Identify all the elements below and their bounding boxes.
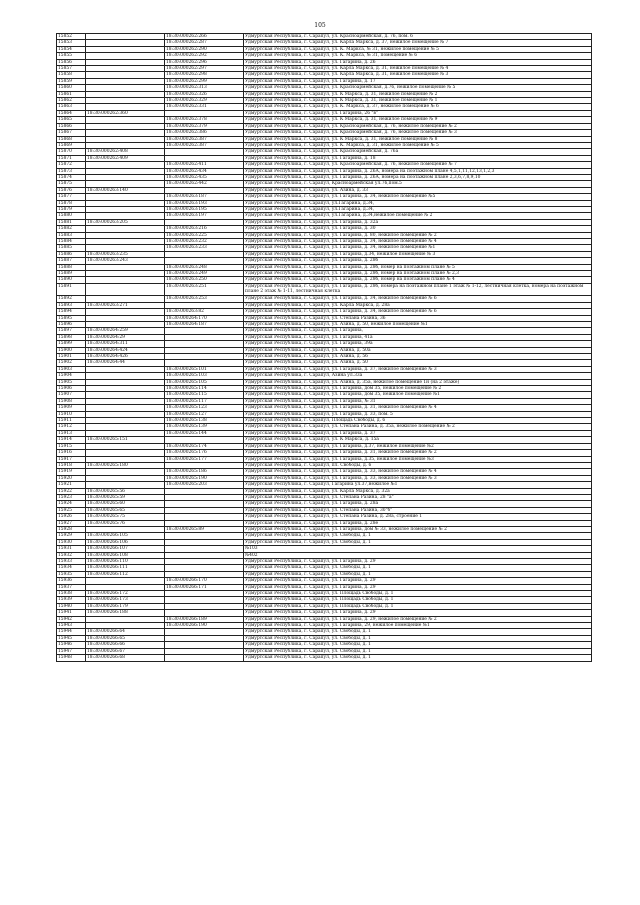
row-number-cell: 15871 xyxy=(57,155,86,161)
address-cell: Удмуртская Республика, г. Сарапул, ул. К. Маркса, д. 31, нежилое помещение № 5 xyxy=(244,142,592,148)
row-number-cell: 15943 xyxy=(57,623,86,629)
row-number-cell: 15907 xyxy=(57,392,86,398)
address-cell: Удмуртская Республика, г. Сарапул, ул. Гагарина, д. 33, нежилое помещение № 4 xyxy=(244,469,592,475)
address-cell: Удмуртская Республика, г. Сарапул, ул. Степана Разина, 28 "а" xyxy=(244,494,592,500)
address-cell: Удмуртская Республика, г. Сарапул, ул. Гагарина, д. 28б, номер на поэтажном плане № 5 xyxy=(244,264,592,270)
building-cadastral-number-cell: 18:30:000264:426 xyxy=(86,354,165,360)
premises-cadastral-number-cell: 18:30:000265:203 xyxy=(165,482,244,488)
premises-cadastral-number-cell: 18:30:000265:117 xyxy=(165,398,244,404)
row-number-cell: 15859 xyxy=(57,78,86,84)
row-number-cell: 15927 xyxy=(57,520,86,526)
premises-cadastral-number-cell: 18:30:000265:89 xyxy=(165,526,244,532)
address-cell: Удмуртская Республика, г. Сарапул, ул. Гагарина, д. 28б, номер на поэтажном плане № 4 xyxy=(244,277,592,283)
premises-cadastral-number-cell: 18:30:000262:296 xyxy=(165,59,244,65)
address-cell: Удмуртская Республика, г. Сарапул, ул. Гагарина, д. 28б, номера на поэтажном плане 1 этаж № 1-12, лестничная клетка, номера на поэтажном плане 2 этаж № 1-11, лестничная клетка xyxy=(244,283,592,296)
row-number-cell: 15887 xyxy=(57,258,86,264)
row-number-cell: 15891 xyxy=(57,283,86,296)
row-number-cell: 15892 xyxy=(57,296,86,302)
address-cell: Удмуртская Республика, г. Сарапул, ул. Гагарина, № 31 xyxy=(244,398,592,404)
address-cell: Удмуртская Республика, г. Сарапул, ул. К Маркса, д. 31, нежилое помещение № 8 xyxy=(244,136,592,142)
table-row xyxy=(57,655,592,661)
address-cell: Удмуртская Республика, г. Сарапул, ул. Свободы, д. 1 xyxy=(244,533,592,539)
building-cadastral-number-cell: 18:30:000265:59 xyxy=(86,494,165,500)
building-cadastral-number-cell: 18:30:000266:67 xyxy=(86,648,165,654)
building-cadastral-number-cell: 18:30:000266:112 xyxy=(86,571,165,577)
row-number-cell: 15945 xyxy=(57,635,86,641)
row-number-cell: 15865 xyxy=(57,117,86,123)
address-cell: Удмуртская Республика, г. Сарапул, ул. Гагарина, д. 31, нежилое помещение № 2 xyxy=(244,450,592,456)
address-cell: Удмуртская Республика, г. Сарапул, Гагарина ул.37,нежилое №1 xyxy=(244,482,592,488)
premises-cadastral-number-cell: 18:30:000263:248 xyxy=(165,264,244,270)
address-cell: Удмуртская Республика, г. Сарапул, ул. Площадь Свободы, д. 1 xyxy=(244,603,592,609)
address-cell: Удмуртская Республика, г. Сарапул, ул. Гагарина, д. 26 xyxy=(244,59,592,65)
row-number-cell: 15893 xyxy=(57,302,86,308)
row-number-cell: 15919 xyxy=(57,469,86,475)
building-cadastral-number-cell: 18:30:000266:65 xyxy=(86,635,165,641)
row-number-cell: 15933 xyxy=(57,559,86,565)
building-cadastral-number-cell: 18:30:000265:75 xyxy=(86,514,165,520)
premises-cadastral-number-cell: 18:30:000262:379 xyxy=(165,123,244,129)
address-cell: Удмуртская Республика, г. Сарапул, ул. Красноармейская, д.76, нежилое помещение № 5 xyxy=(244,85,592,91)
premises-cadastral-number-cell: 18:30:000265:139 xyxy=(165,424,244,430)
row-number-cell: 15914 xyxy=(57,437,86,443)
premises-cadastral-number-cell: 18:30:000265:177 xyxy=(165,456,244,462)
premises-cadastral-number-cell: 18:30:000263:82 xyxy=(165,309,244,315)
row-number-cell: 15908 xyxy=(57,398,86,404)
address-cell: Удмуртская Республика, г. Сарапул, ул. Гагарина, д. 28б, номер на поэтажном плане № 2,3 xyxy=(244,271,592,277)
premises-cadastral-number-cell: 18:30:000263:253 xyxy=(165,296,244,302)
address-cell: Удмуртская Республика, г. Сарапул, ул. Свободы, д. 1 xyxy=(244,642,592,648)
address-cell: Удмуртская Республика, г. Сарапул, ул. К. Маркса, № 31, нежилое помещение № 5 xyxy=(244,46,592,52)
row-number-cell: 15942 xyxy=(57,616,86,622)
row-number-cell: 15855 xyxy=(57,53,86,59)
row-number-cell: 15880 xyxy=(57,213,86,219)
register-table-body xyxy=(57,34,592,662)
address-cell: Удмуртская Республика, г. Сарапул, ул. Свободы, д. 1 xyxy=(244,565,592,571)
premises-cadastral-number-cell: 18:30:000262:287 xyxy=(165,40,244,46)
premises-cadastral-number-cell: 18:30:000263:216 xyxy=(165,226,244,232)
address-cell: Удмуртская Республика, г. Сарапул, ул. Гагарина, д. 37, нежилое помещение № 3 xyxy=(244,366,592,372)
row-number-cell: 15884 xyxy=(57,239,86,245)
row-number-cell: 15905 xyxy=(57,379,86,385)
row-number-cell: 15921 xyxy=(57,482,86,488)
address-cell: Удмуртская Республика, г. Сарапул, ул. Красноармейская, д. 76, пом. 6 xyxy=(244,34,592,40)
address-cell: Удмуртская Республика, г. Сарапул, ул. Свободы, д. 1 xyxy=(244,648,592,654)
address-cell: Удмуртская Республика, г. Сарапул, ул. Гагарина, д. 29 xyxy=(244,559,592,565)
row-number-cell: 15934 xyxy=(57,565,86,571)
page-number: 105 xyxy=(314,22,326,29)
building-cadastral-number-cell: 18:30:000263:205 xyxy=(86,219,165,225)
premises-cadastral-number-cell: 18:30:000262:326 xyxy=(165,91,244,97)
address-cell: Удмуртская Республика, г. Сарапул, ул. Гагарина, дом 35, нежилое помещение №1 xyxy=(244,392,592,398)
row-number-cell: 15931 xyxy=(57,546,86,552)
building-cadastral-number-cell: 18:30:000266:64 xyxy=(86,629,165,635)
row-number-cell: 15936 xyxy=(57,578,86,584)
building-cadastral-number-cell: 18:30:000266:105 xyxy=(86,533,165,539)
row-number-cell: 15935 xyxy=(57,571,86,577)
premises-cadastral-number-cell: 18:30:000265:174 xyxy=(165,443,244,449)
address-cell: Удмуртская Республика, г. Сарапул, ул. Азина, д. 50 xyxy=(244,360,592,366)
premises-cadastral-number-cell: 18:30:000265:190 xyxy=(165,475,244,481)
building-cadastral-number-cell: 18:30:000263:243 xyxy=(86,258,165,264)
row-number-cell: 15917 xyxy=(57,456,86,462)
premises-cadastral-number-cell: 18:30:000263:250 xyxy=(165,277,244,283)
premises-cadastral-number-cell: 18:30:000262:378 xyxy=(165,117,244,123)
address-cell: Удмуртская Республика, г. Сарапул, ул. Гагарина, д.34, нежилое помещение № 3 xyxy=(244,251,592,257)
row-number-cell: 15902 xyxy=(57,360,86,366)
premises-cadastral-number-cell: 18:30:000262:297 xyxy=(165,66,244,72)
premises-cadastral-number-cell: 18:30:000262:299 xyxy=(165,78,244,84)
address-cell: Удмуртская Республика, г. Сарапул, ул. Гагарина, д. 29 xyxy=(244,610,592,616)
address-cell: Удмуртская Республика, г. Сарапул, ул. Азина, д. 50а xyxy=(244,347,592,353)
row-number-cell: 15873 xyxy=(57,168,86,174)
address-cell: Удмуртская Республика, г. Сарапул, ул. Гагарина, д. 31, нежилое помещение № 4 xyxy=(244,405,592,411)
premises-cadastral-number-cell: 18:30:000264:187 xyxy=(165,321,244,327)
row-number-cell: 15916 xyxy=(57,450,86,456)
building-cadastral-number-cell: 18:30:000262:360 xyxy=(86,110,165,116)
address-cell: Удмуртская Республика, г. Сарапул, ул. К Маркса, д. 31, нежилое помещение № 2 xyxy=(244,91,592,97)
building-cadastral-number-cell: 18:30:000264:311 xyxy=(86,341,165,347)
address-cell: Удмуртская Республика, г. Сарапул, ул. Гагарина, д. 34, нежилое помещение № 4 xyxy=(244,239,592,245)
row-number-cell: 15875 xyxy=(57,181,86,187)
row-number-cell: 15853 xyxy=(57,40,86,46)
address-cell: Удмуртская Республика, г. Сарапул, ул. Свободы, д. 1 xyxy=(244,539,592,545)
address-cell: Удмуртская Республика, г. Сарапул, ул. Карла Маркса, д. 32а xyxy=(244,488,592,494)
row-number-cell: 15869 xyxy=(57,142,86,148)
address-cell: Удмуртская Республика, г. Сарапул, ул. Гагарина, д. 33, нежилое помещение № 3 xyxy=(244,475,592,481)
address-cell: Удмуртская Республика, г. Сарапул, ул. К Маркса, д. 31, нежилое помещение № 9 xyxy=(244,117,592,123)
address-cell: Удмуртская Республика, г. Сарапул, ул. Гагарина, д. 33, пом. 5 xyxy=(244,411,592,417)
address-cell: №402 xyxy=(244,552,592,558)
row-number-cell: 15885 xyxy=(57,245,86,251)
address-cell: Удмуртская Республика, г. Сарапул, ул. Площадь Свободы, д. 1 xyxy=(244,591,592,597)
row-number-cell: 15900 xyxy=(57,347,86,353)
address-cell: Удмуртская Республика, г. Сарапул, ул. Красноармейская, д. 76, нежилое помещение № 3 xyxy=(244,130,592,136)
premises-cadastral-number-cell: 18:30:000265:115 xyxy=(165,392,244,398)
building-cadastral-number-cell: 18:30:000265:60 xyxy=(86,501,165,507)
premises-cadastral-number-cell: 18:30:000262:387 xyxy=(165,136,244,142)
row-number-cell: 15903 xyxy=(57,366,86,372)
address-cell: Удмуртская Республика, г. Сарапул, ул. Азина, д. 35а, нежилое помещение 1н (на 2 этаже) xyxy=(244,379,592,385)
address-cell: Удмуртская Республика, г. Сарапул, ул. К. Маркса, д. 37, нежилое помещение № 6 xyxy=(244,104,592,110)
address-cell: Удмуртская Республика, г. Сарапул, ул. Гагарина, д. 34, нежилое помещение № 6 xyxy=(244,309,592,315)
row-number-cell: 15896 xyxy=(57,321,86,327)
row-number-cell: 15899 xyxy=(57,341,86,347)
building-cadastral-number-cell: 18:30:000266:179 xyxy=(86,603,165,609)
building-cadastral-number-cell: 18:30:000266:107 xyxy=(86,546,165,552)
table-row xyxy=(57,283,592,296)
address-cell: Удмуртская Республика, г. Сарапул, ул. Красноармейская, д. 76, нежилое помещение № 2 xyxy=(244,123,592,129)
row-number-cell: 15858 xyxy=(57,72,86,78)
address-cell: Удмуртская Республика, г. Сарапул, ул. К Маркса, д. 15а xyxy=(244,437,592,443)
premises-cadastral-number-cell: 18:30:000262:292 xyxy=(165,53,244,59)
address-cell: Удмуртская Республика, г. Сарапул, ул. Гагарина, xyxy=(244,328,592,334)
row-number-cell: 15886 xyxy=(57,251,86,257)
address-cell: Удмуртская Республика, г. Сарапул, ул. Гагарина, 29, нежилое помещение №1 xyxy=(244,623,592,629)
row-number-cell: 15870 xyxy=(57,149,86,155)
premises-cadastral-number-cell: 18:30:000262:313 xyxy=(165,85,244,91)
row-number-cell: 15923 xyxy=(57,494,86,500)
address-cell: Удмуртская Республика, г. Сарапул, ул. Свободы, д. 1 xyxy=(244,655,592,661)
row-number-cell: 15922 xyxy=(57,488,86,494)
premises-cadastral-number-cell: 18:30:000266:170 xyxy=(165,578,244,584)
address-cell: Удмуртская Республика, г. Сарапул, ул. Гагарина, д. 34, нежилое помещение №5 xyxy=(244,194,592,200)
row-number-cell: 15876 xyxy=(57,187,86,193)
building-cadastral-number-cell: 18:30:000262:409 xyxy=(86,155,165,161)
premises-cadastral-number-cell: 18:30:000265:103 xyxy=(165,373,244,379)
address-cell: Удмуртская Республика, г. Сарапул, ул. Степана Разина, д. 28а, строение 1 xyxy=(244,514,592,520)
premises-cadastral-number-cell: 18:30:000265:101 xyxy=(165,366,244,372)
address-cell: Удмуртская Республика, г. Сарапул, ул. Карла Маркса, д. 28а xyxy=(244,302,592,308)
address-cell: Удмуртская Республика, г. Сарапул, ул. Гагарина, 41а xyxy=(244,334,592,340)
address-cell: Удмуртская Республика, г. Сарапул, ул. К. Маркса, № 31, помещение № 6 xyxy=(244,53,592,59)
row-number-cell: 15877 xyxy=(57,194,86,200)
row-number-cell: 15925 xyxy=(57,507,86,513)
row-number-cell: 15854 xyxy=(57,46,86,52)
address-cell: Удмуртская Республика, г. Сарапул, Азина ул.33а xyxy=(244,373,592,379)
premises-cadastral-number-cell xyxy=(165,655,244,661)
address-cell: Удмуртская Республика, г. Сарапул, ул. Свободы, д. 1 xyxy=(244,629,592,635)
premises-cadastral-number-cell: 18:30:000264:170 xyxy=(165,315,244,321)
address-cell: Удмуртская Республика, г. Сарапул, ул. Красноармейская, д. 76, нежилое помещение № 7 xyxy=(244,162,592,168)
premises-cadastral-number-cell: 18:30:000265:138 xyxy=(165,418,244,424)
premises-cadastral-number-cell: 18:30:000262:411 xyxy=(165,162,244,168)
row-number-cell: 15866 xyxy=(57,123,86,129)
row-number-cell: 15906 xyxy=(57,386,86,392)
row-number-cell: 15861 xyxy=(57,91,86,97)
row-number-cell: 15889 xyxy=(57,271,86,277)
premises-cadastral-number-cell: 18:30:000262:387 xyxy=(165,142,244,148)
row-number-cell: 15911 xyxy=(57,418,86,424)
premises-cadastral-number-cell: 18:30:000263:187 xyxy=(165,194,244,200)
premises-cadastral-number-cell: 18:30:000262:331 xyxy=(165,104,244,110)
building-cadastral-number-cell: 18:30:000264:424 xyxy=(86,347,165,353)
address-cell: Удмуртская Республика, г. Сарапул, ул. Гагарина, д.37, нежилое помещение №2 xyxy=(244,443,592,449)
row-number-cell: 15939 xyxy=(57,597,86,603)
premises-cadastral-number-cell: 18:30:000265:105 xyxy=(165,379,244,385)
row-number-cell: 15901 xyxy=(57,354,86,360)
address-cell: Удмуртская Республика, г. Сарапул, ул. Карла Маркса, д. 31, нежилое помещение № 3 xyxy=(244,72,592,78)
address-cell: Удмуртская Республика, г. Сарапул, ул. Гагарина, д. 28е xyxy=(244,520,592,526)
premises-cadastral-number-cell: 18:30:000262:434 xyxy=(165,168,244,174)
row-number-cell: 15920 xyxy=(57,475,86,481)
premises-cadastral-number-cell: 18:30:000263:233 xyxy=(165,245,244,251)
address-cell: Удмуртская Республика, г. Сарапул, ул. Гагарина, д. 28а xyxy=(244,501,592,507)
premises-cadastral-number-cell: 18:30:000263:232 xyxy=(165,239,244,245)
address-cell: Удмуртская Республика, г. Сарапул, ул. Площадь Свободы, д. 1 xyxy=(244,597,592,603)
building-cadastral-number-cell: 18:30:000265:180 xyxy=(86,462,165,468)
address-cell: Удмуртская Республика, г. Сарапул, ул. Гагарина, дом 35, нежилое помещение № 2 xyxy=(244,386,592,392)
address-cell: Удмуртская Республика, г. Сарапул, ул. Гагарина, д. 80, нежилое помещение № 2 xyxy=(244,232,592,238)
premises-cadastral-number-cell: 18:30:000263:195 xyxy=(165,206,244,212)
row-number-cell: 15863 xyxy=(57,104,86,110)
row-number-cell: 15895 xyxy=(57,315,86,321)
row-number-cell: 15918 xyxy=(57,462,86,468)
row-number-cell: 15883 xyxy=(57,232,86,238)
row-number-cell: 15926 xyxy=(57,514,86,520)
row-number-cell: 15940 xyxy=(57,603,86,609)
row-number-cell: 15898 xyxy=(57,334,86,340)
document-page xyxy=(56,33,591,662)
address-cell: Удмуртская Республика, г. Сарапул, пл. Свободы, д. 6 xyxy=(244,462,592,468)
premises-cadastral-number-cell: 18:30:000263:251 xyxy=(165,283,244,296)
address-cell: Удмуртская Республика, г. Сарапул, ул. Гагарина, д. 29, нежилое помещение № 2 xyxy=(244,616,592,622)
row-number-cell: 15913 xyxy=(57,430,86,436)
premises-cadastral-number-cell: 18:30:000262:386 xyxy=(165,130,244,136)
row-number-cell: 15897 xyxy=(57,328,86,334)
address-cell: Удмуртская Республика, г. Сарапул, ул.Гагарина, д.34,нежилое помещение № 2 xyxy=(244,213,592,219)
premises-cadastral-number-cell: 18:30:000263:225 xyxy=(165,232,244,238)
row-number-cell: 15938 xyxy=(57,591,86,597)
premises-cadastral-number-cell: 18:30:000262:442 xyxy=(165,181,244,187)
address-cell: Удмуртская Республика, г. Сарапул, ул. Гагарина, д. 34, нежилое помещение № 6 xyxy=(244,296,592,302)
row-number-cell: 15915 xyxy=(57,443,86,449)
premises-cadastral-number-cell: 18:30:000266:171 xyxy=(165,584,244,590)
row-number-cell: 15868 xyxy=(57,136,86,142)
building-cadastral-number-cell: 18:30:000264:29 xyxy=(86,334,165,340)
building-cadastral-number-cell: 18:30:000266:108 xyxy=(86,552,165,558)
premises-cadastral-number-cell: 18:30:000263:193 xyxy=(165,200,244,206)
address-cell: Удмуртская Республика, г. Сарапул, ул. Азина, д. 56 xyxy=(244,354,592,360)
row-number-cell: 15882 xyxy=(57,226,86,232)
premises-cadastral-number-cell: 18:30:000266:189 xyxy=(165,616,244,622)
address-cell: Удмуртская Республика, г. Сарапул, ул. Гагарина, д. 29 xyxy=(244,584,592,590)
row-number-cell: 15879 xyxy=(57,206,86,212)
row-number-cell: 15946 xyxy=(57,642,86,648)
building-cadastral-number-cell: 18:30:000266:68 xyxy=(86,655,165,661)
premises-cadastral-number-cell: 18:30:000263:197 xyxy=(165,213,244,219)
address-cell: Удмуртская Республика, г. Сарапул, ул. Азина, д. 33 xyxy=(244,187,592,193)
row-number-cell: 15912 xyxy=(57,424,86,430)
building-cadastral-number-cell: 18:30:000266:173 xyxy=(86,597,165,603)
row-number-cell: 15890 xyxy=(57,277,86,283)
address-cell: Удмуртская Республика, г. Сарапул, ул. Гагарина, д.35, нежилое помещение №3 xyxy=(244,456,592,462)
row-number-cell: 15937 xyxy=(57,584,86,590)
row-number-cell: 15930 xyxy=(57,539,86,545)
building-cadastral-number-cell: 18:30:000265:56 xyxy=(86,488,165,494)
premises-cadastral-number-cell: 18:30:000262:290 xyxy=(165,46,244,52)
premises-cadastral-number-cell: 18:30:000265:123 xyxy=(165,405,244,411)
row-number-cell: 15947 xyxy=(57,648,86,654)
property-register-table xyxy=(56,33,592,662)
row-number-cell: 15924 xyxy=(57,501,86,507)
address-cell: Удмуртская Республика, г. Сарапул, ул.Гагарина, д.34, xyxy=(244,200,592,206)
address-cell: Удмуртская Республика, г. Сарапул, Площадь Свободы, д. 6 xyxy=(244,418,592,424)
address-cell: Удмуртская Республика, г. Сарапул, ул. Гагарина, 26 "в" xyxy=(244,110,592,116)
address-cell: Удмуртская Республика, г. Сарапул, ул. Красноармейская, д. 76а xyxy=(244,149,592,155)
row-number-cell: 15881 xyxy=(57,219,86,225)
address-cell: Удмуртская Республика, г. Сарапул, ул. Карла Маркса, д. 37, нежилое помещение № 7 xyxy=(244,40,592,46)
premises-cadastral-number-cell: 18:30:000262:266 xyxy=(165,34,244,40)
address-cell: Удмуртская Республика, г. Сарапул, Красноармейская ул.76,пом.5 xyxy=(244,181,592,187)
address-cell: Удмуртская Республика, г. Сарапул, ул. Гагарина, д. 28б xyxy=(244,258,592,264)
row-number-cell: 15888 xyxy=(57,264,86,270)
premises-cadastral-number-cell: 18:30:000262:298 xyxy=(165,72,244,78)
building-cadastral-number-cell: 18:30:000265:76 xyxy=(86,520,165,526)
address-cell: Удмуртская Республика, г. Сарапул, ул. Гагарина, д. 26А, номера на поэтажном плане 4,5,1,11,12,13,1,2,3 xyxy=(244,168,592,174)
building-cadastral-number-cell: 18:30:000263:235 xyxy=(86,251,165,257)
row-number-cell: 15860 xyxy=(57,85,86,91)
address-cell: Удмуртская Республика, г. Сарапул, ул. Гагарина, 39а xyxy=(244,341,592,347)
row-number-cell: 15864 xyxy=(57,110,86,116)
address-cell: Удмуртская Республика, г. Сарапул, ул. Гагарина, д. 17 xyxy=(244,78,592,84)
building-cadastral-number-cell: 18:30:000266:66 xyxy=(86,642,165,648)
premises-cadastral-number-cell: 18:30:000265:127 xyxy=(165,411,244,417)
row-number-cell: 15872 xyxy=(57,162,86,168)
address-cell: Удмуртская Республика, г. Сарапул, ул. К Маркса, д. 31, нежилое помещение № 1 xyxy=(244,98,592,104)
row-number-cell: 15856 xyxy=(57,59,86,65)
building-cadastral-number-cell: 18:30:000263:140 xyxy=(86,187,165,193)
premises-cadastral-number-cell: 18:30:000265:176 xyxy=(165,450,244,456)
building-cadastral-number-cell: 18:30:000264:259 xyxy=(86,328,165,334)
building-cadastral-number-cell: 18:30:000265:65 xyxy=(86,507,165,513)
row-number-cell: 15948 xyxy=(57,655,86,661)
address-cell: Удмуртская Республика, г. Сарапул, ул. Степана Разина, д. 35а, нежилое помещение № 2 xyxy=(244,424,592,430)
address-cell: Удмуртская Республика, г. Сарапул, ул. Степана Разина, 36 xyxy=(244,315,592,321)
premises-cadastral-number-cell: 18:30:000265:144 xyxy=(165,430,244,436)
premises-cadastral-number-cell: 18:30:000263:249 xyxy=(165,271,244,277)
building-cadastral-number-cell: 18:30:000266:172 xyxy=(86,591,165,597)
building-cadastral-number-cell: 18:30:000266:111 xyxy=(86,565,165,571)
row-number-cell: 15929 xyxy=(57,533,86,539)
row-number-cell: 15857 xyxy=(57,66,86,72)
premises-cadastral-number-cell: 18:30:000262:329 xyxy=(165,98,244,104)
row-number-cell: 15910 xyxy=(57,411,86,417)
row-number-cell: 15894 xyxy=(57,309,86,315)
row-number-cell: 15944 xyxy=(57,629,86,635)
address-cell: Удмуртская Республика, г. Сарапул, ул. Гагарина, д. 18 xyxy=(244,155,592,161)
building-cadastral-number-cell xyxy=(86,283,165,296)
premises-cadastral-number-cell: 18:30:000262:435 xyxy=(165,174,244,180)
row-number-cell: 15867 xyxy=(57,130,86,136)
row-number-cell: 15852 xyxy=(57,34,86,40)
premises-cadastral-number-cell: 18:30:000265:186 xyxy=(165,469,244,475)
address-cell: Удмуртская Республика, г. Сарапул, ул. Гагарина, дом № 33, нежилое помещение № 2 xyxy=(244,526,592,532)
address-cell: Удмуртская Республика, г. Сарапул, ул. Гагарина, д. 29 xyxy=(244,578,592,584)
building-cadastral-number-cell: 18:30:000266:106 xyxy=(86,539,165,545)
address-cell: Удмуртская Республика, г. Сарапул, ул. Гагарина, д. 30 xyxy=(244,226,592,232)
premises-cadastral-number-cell: 18:30:000266:190 xyxy=(165,623,244,629)
row-number-cell: 15878 xyxy=(57,200,86,206)
building-cadastral-number-cell: 18:30:000262:408 xyxy=(86,149,165,155)
address-cell: Удмуртская Республика, г. Сарапул, ул. Азина, д. 50, нежилое помещение №1 xyxy=(244,321,592,327)
row-number-cell: 15904 xyxy=(57,373,86,379)
building-cadastral-number-cell: 18:30:000266:188 xyxy=(86,610,165,616)
building-cadastral-number-cell: 18:30:000263:271 xyxy=(86,302,165,308)
address-cell: Удмуртская Республика, г. Сарапул, ул. Гагарина, д. 37 xyxy=(244,430,592,436)
row-number-cell: 15941 xyxy=(57,610,86,616)
address-cell: Удмуртская Республика, г. Сарапул, ул. Гагарина, д. 32а xyxy=(244,219,592,225)
address-cell: Удмуртская Республика, г. Сарапул, ул. Степана Разина, 30"б" xyxy=(244,507,592,513)
row-number-cell: 15874 xyxy=(57,174,86,180)
building-cadastral-number-cell: 18:30:000266:110 xyxy=(86,559,165,565)
premises-cadastral-number-cell: 18:30:000265:114 xyxy=(165,386,244,392)
building-cadastral-number-cell: 18:30:000264:44 xyxy=(86,360,165,366)
row-number-cell: 15928 xyxy=(57,526,86,532)
row-number-cell: 15862 xyxy=(57,98,86,104)
address-cell: Удмуртская Республика, г. Сарапул, ул.Гагарина, д.34, xyxy=(244,206,592,212)
address-cell: №103 xyxy=(244,546,592,552)
address-cell: Удмуртская Республика, г. Сарапул, ул. Гагарина, д. 26А, номера на поэтажном плане 2,3,6,7,8,9,10 xyxy=(244,174,592,180)
row-number-cell: 15909 xyxy=(57,405,86,411)
address-cell: Удмуртская Республика, г. Сарапул, ул. Карла Маркса, д. 31, нежилое помещение № 4 xyxy=(244,66,592,72)
row-number-cell: 15932 xyxy=(57,552,86,558)
address-cell: Удмуртская Республика, г. Сарапул, ул. Свободы, д. 1 xyxy=(244,571,592,577)
address-cell: Удмуртская Республика, г. Сарапул, ул. Свободы, д. 1 xyxy=(244,635,592,641)
address-cell: Удмуртская Республика, г. Сарапул, ул. Гагарина, д. 34, нежилое помещение №1 xyxy=(244,245,592,251)
building-cadastral-number-cell: 18:30:000265:151 xyxy=(86,437,165,443)
